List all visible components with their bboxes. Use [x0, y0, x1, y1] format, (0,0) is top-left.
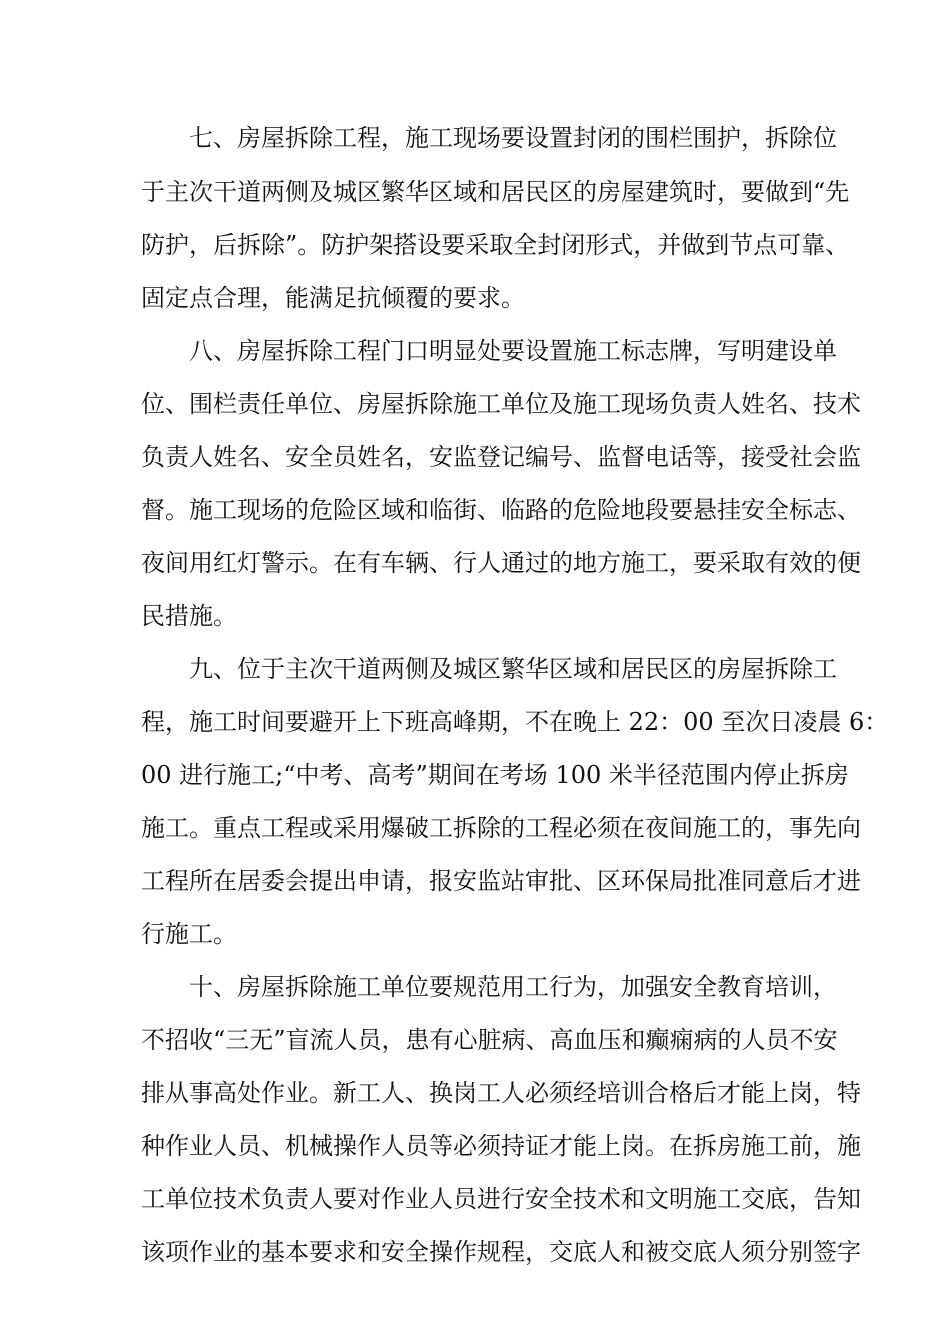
- paragraph-10-line-1: 十、房屋拆除施工单位要规范用工行为，加强安全教育培训，: [189, 973, 837, 1001]
- paragraph-7-line-2: 于主次干道两侧及城区繁华区域和居民区的房屋建筑时，要做到“先: [141, 178, 850, 206]
- paragraph-9-line-5: 工程所在居委会提出申请，报安监站审批、区环保局批准同意后才进: [141, 867, 861, 895]
- paragraph-9-line-4: 施工。重点工程或采用爆破工拆除的工程必须在夜间施工的，事先向: [141, 814, 861, 842]
- paragraph-7-line-4: 固定点合理，能满足抗倾覆的要求。: [141, 284, 525, 312]
- paragraph-9-line-2: 程，施工时间要避开上下班高峰期，不在晚上 22：00 至次日凌晨 6：: [141, 708, 889, 736]
- paragraph-8-line-2: 位、围栏责任单位、房屋拆除施工单位及施工现场负责人姓名、技术: [141, 390, 861, 418]
- paragraph-8-line-5: 夜间用红灯警示。在有车辆、行人通过的地方施工，要采取有效的便: [141, 549, 861, 577]
- paragraph-8-line-3: 负责人姓名、安全员姓名，安监登记编号、监督电话等，接受社会监: [141, 443, 861, 471]
- paragraph-10-line-4: 种作业人员、机械操作人员等必须持证才能上岗。在拆房施工前，施: [141, 1132, 861, 1160]
- paragraph-10-line-3: 排从事高处作业。新工人、换岗工人必须经培训合格后才能上岗，特: [141, 1079, 861, 1107]
- paragraph-8-line-4: 督。施工现场的危险区域和临街、临路的危险地段要悬挂安全标志、: [141, 496, 861, 524]
- paragraph-7-line-3: 防护，后拆除”。防护架搭设要采取全封闭形式，并做到节点可靠、: [141, 231, 850, 259]
- paragraph-10-line-6: 该项作业的基本要求和安全操作规程，交底人和被交底人须分别签字: [141, 1238, 861, 1266]
- paragraph-9-line-6: 行施工。: [141, 920, 237, 948]
- paragraph-10-line-2: 不招收“三无”盲流人员，患有心脏病、高血压和癫痫病的人员不安: [141, 1026, 838, 1054]
- paragraph-10-line-5: 工单位技术负责人要对作业人员进行安全技术和文明施工交底，告知: [141, 1185, 861, 1213]
- paragraph-8-line-6: 民措施。: [141, 602, 237, 630]
- paragraph-9-line-3: 00 进行施工;“中考、高考”期间在考场 100 米半径范围内停止拆房: [141, 761, 849, 789]
- paragraph-7-line-1: 七、房屋拆除工程，施工现场要设置封闭的围栏围护，拆除位: [189, 124, 837, 152]
- paragraph-9-line-1: 九、位于主次干道两侧及城区繁华区域和居民区的房屋拆除工: [189, 655, 837, 683]
- paragraph-8-line-1: 八、房屋拆除工程门口明显处要设置施工标志牌，写明建设单: [189, 337, 837, 365]
